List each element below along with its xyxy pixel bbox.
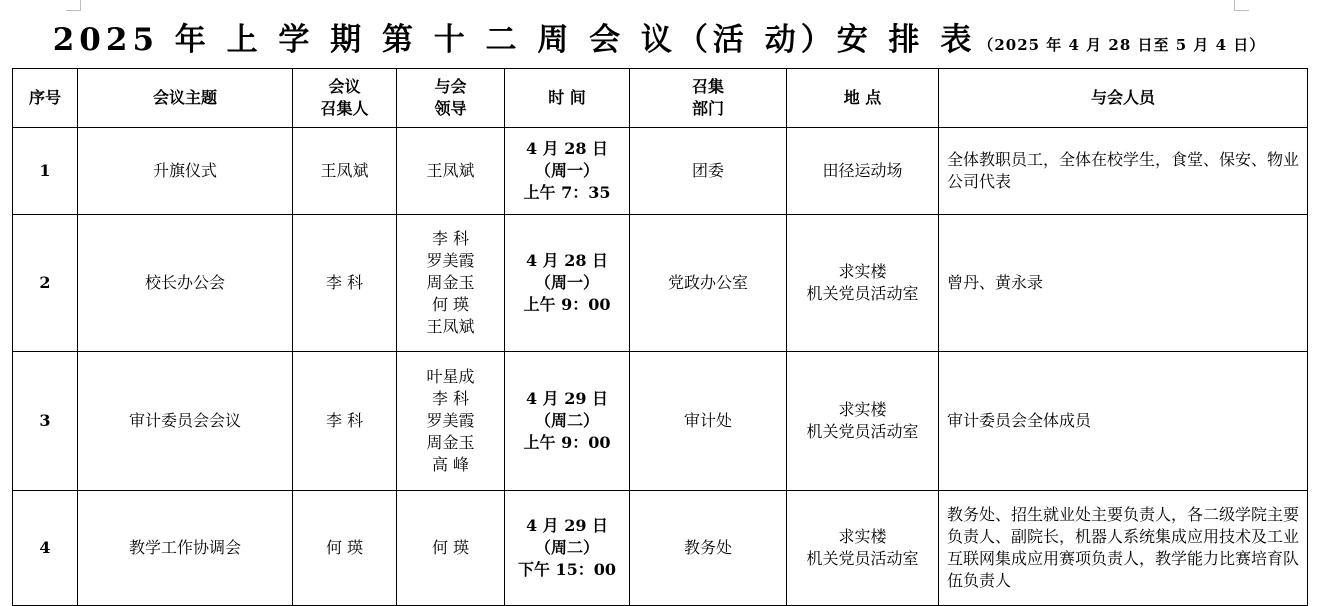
cell-leaders: 王凤斌 xyxy=(397,128,505,215)
cell-topic: 升旗仪式 xyxy=(78,128,293,215)
cell-leaders: 叶星成 李 科 罗美霞 周金玉 高 峰 xyxy=(397,352,505,491)
cell-department: 审计处 xyxy=(630,352,787,491)
cell-leaders: 李 科 罗美霞 周金玉 何 瑛 王凤斌 xyxy=(397,215,505,352)
table-row xyxy=(13,215,1308,352)
cell-convener: 李 科 xyxy=(293,215,397,352)
cell-convener: 李 科 xyxy=(293,352,397,491)
cell-department: 团委 xyxy=(630,128,787,215)
cell-time: 4 月 29 日 （周二） 下午 15：00 xyxy=(505,491,630,606)
cell-department: 教务处 xyxy=(630,491,787,606)
cell-location: 求实楼 机关党员活动室 xyxy=(787,215,939,352)
table-row xyxy=(13,491,1308,606)
header-convener: 会议 召集人 xyxy=(293,69,397,128)
cell-topic: 审计委员会会议 xyxy=(78,352,293,491)
cell-location: 求实楼 机关党员活动室 xyxy=(787,491,939,606)
header-time: 时 间 xyxy=(505,69,630,128)
cell-department: 党政办公室 xyxy=(630,215,787,352)
title-date-range: （2025 年 4 月 28 日至 5 月 4 日） xyxy=(978,36,1266,54)
page-corner-mark-left xyxy=(66,0,81,11)
cell-no: 4 xyxy=(13,491,78,606)
page-corner-mark-right xyxy=(1234,0,1249,11)
page-title xyxy=(0,14,1318,62)
schedule-table xyxy=(12,68,1308,606)
cell-topic: 教学工作协调会 xyxy=(78,491,293,606)
cell-attendees: 教务处、招生就业处主要负责人，各二级学院主要负责人、副院长，机器人系统集成应用技术及工业互联网集成应用赛项负责人，教学能力比赛培育队伍负责人 xyxy=(939,491,1308,606)
header-attendees: 与会人员 xyxy=(939,69,1308,128)
cell-location: 田径运动场 xyxy=(787,128,939,215)
cell-attendees: 全体教职员工，全体在校学生，食堂、保安、物业公司代表 xyxy=(939,128,1308,215)
header-department: 召集 部门 xyxy=(630,69,787,128)
cell-convener: 何 瑛 xyxy=(293,491,397,606)
cell-no: 3 xyxy=(13,352,78,491)
cell-leaders: 何 瑛 xyxy=(397,491,505,606)
cell-time: 4 月 29 日 （周二） 上午 9：00 xyxy=(505,352,630,491)
header-topic: 会议主题 xyxy=(78,69,293,128)
table-row xyxy=(13,352,1308,491)
header-row xyxy=(13,69,1308,128)
cell-no: 2 xyxy=(13,215,78,352)
table-row xyxy=(13,128,1308,215)
cell-attendees: 审计委员会全体成员 xyxy=(939,352,1308,491)
title-main: 2025 年 上 学 期 第 十 二 周 会 议（活 动）安 排 表 xyxy=(52,22,977,58)
header-location: 地 点 xyxy=(787,69,939,128)
header-leaders: 与会 领导 xyxy=(397,69,505,128)
header-no: 序号 xyxy=(13,69,78,128)
cell-time: 4 月 28 日 （周一） 上午 9：00 xyxy=(505,215,630,352)
cell-topic: 校长办公会 xyxy=(78,215,293,352)
cell-convener: 王凤斌 xyxy=(293,128,397,215)
cell-no: 1 xyxy=(13,128,78,215)
cell-time: 4 月 28 日 （周一） 上午 7：35 xyxy=(505,128,630,215)
cell-attendees: 曾丹、黄永录 xyxy=(939,215,1308,352)
cell-location: 求实楼 机关党员活动室 xyxy=(787,352,939,491)
